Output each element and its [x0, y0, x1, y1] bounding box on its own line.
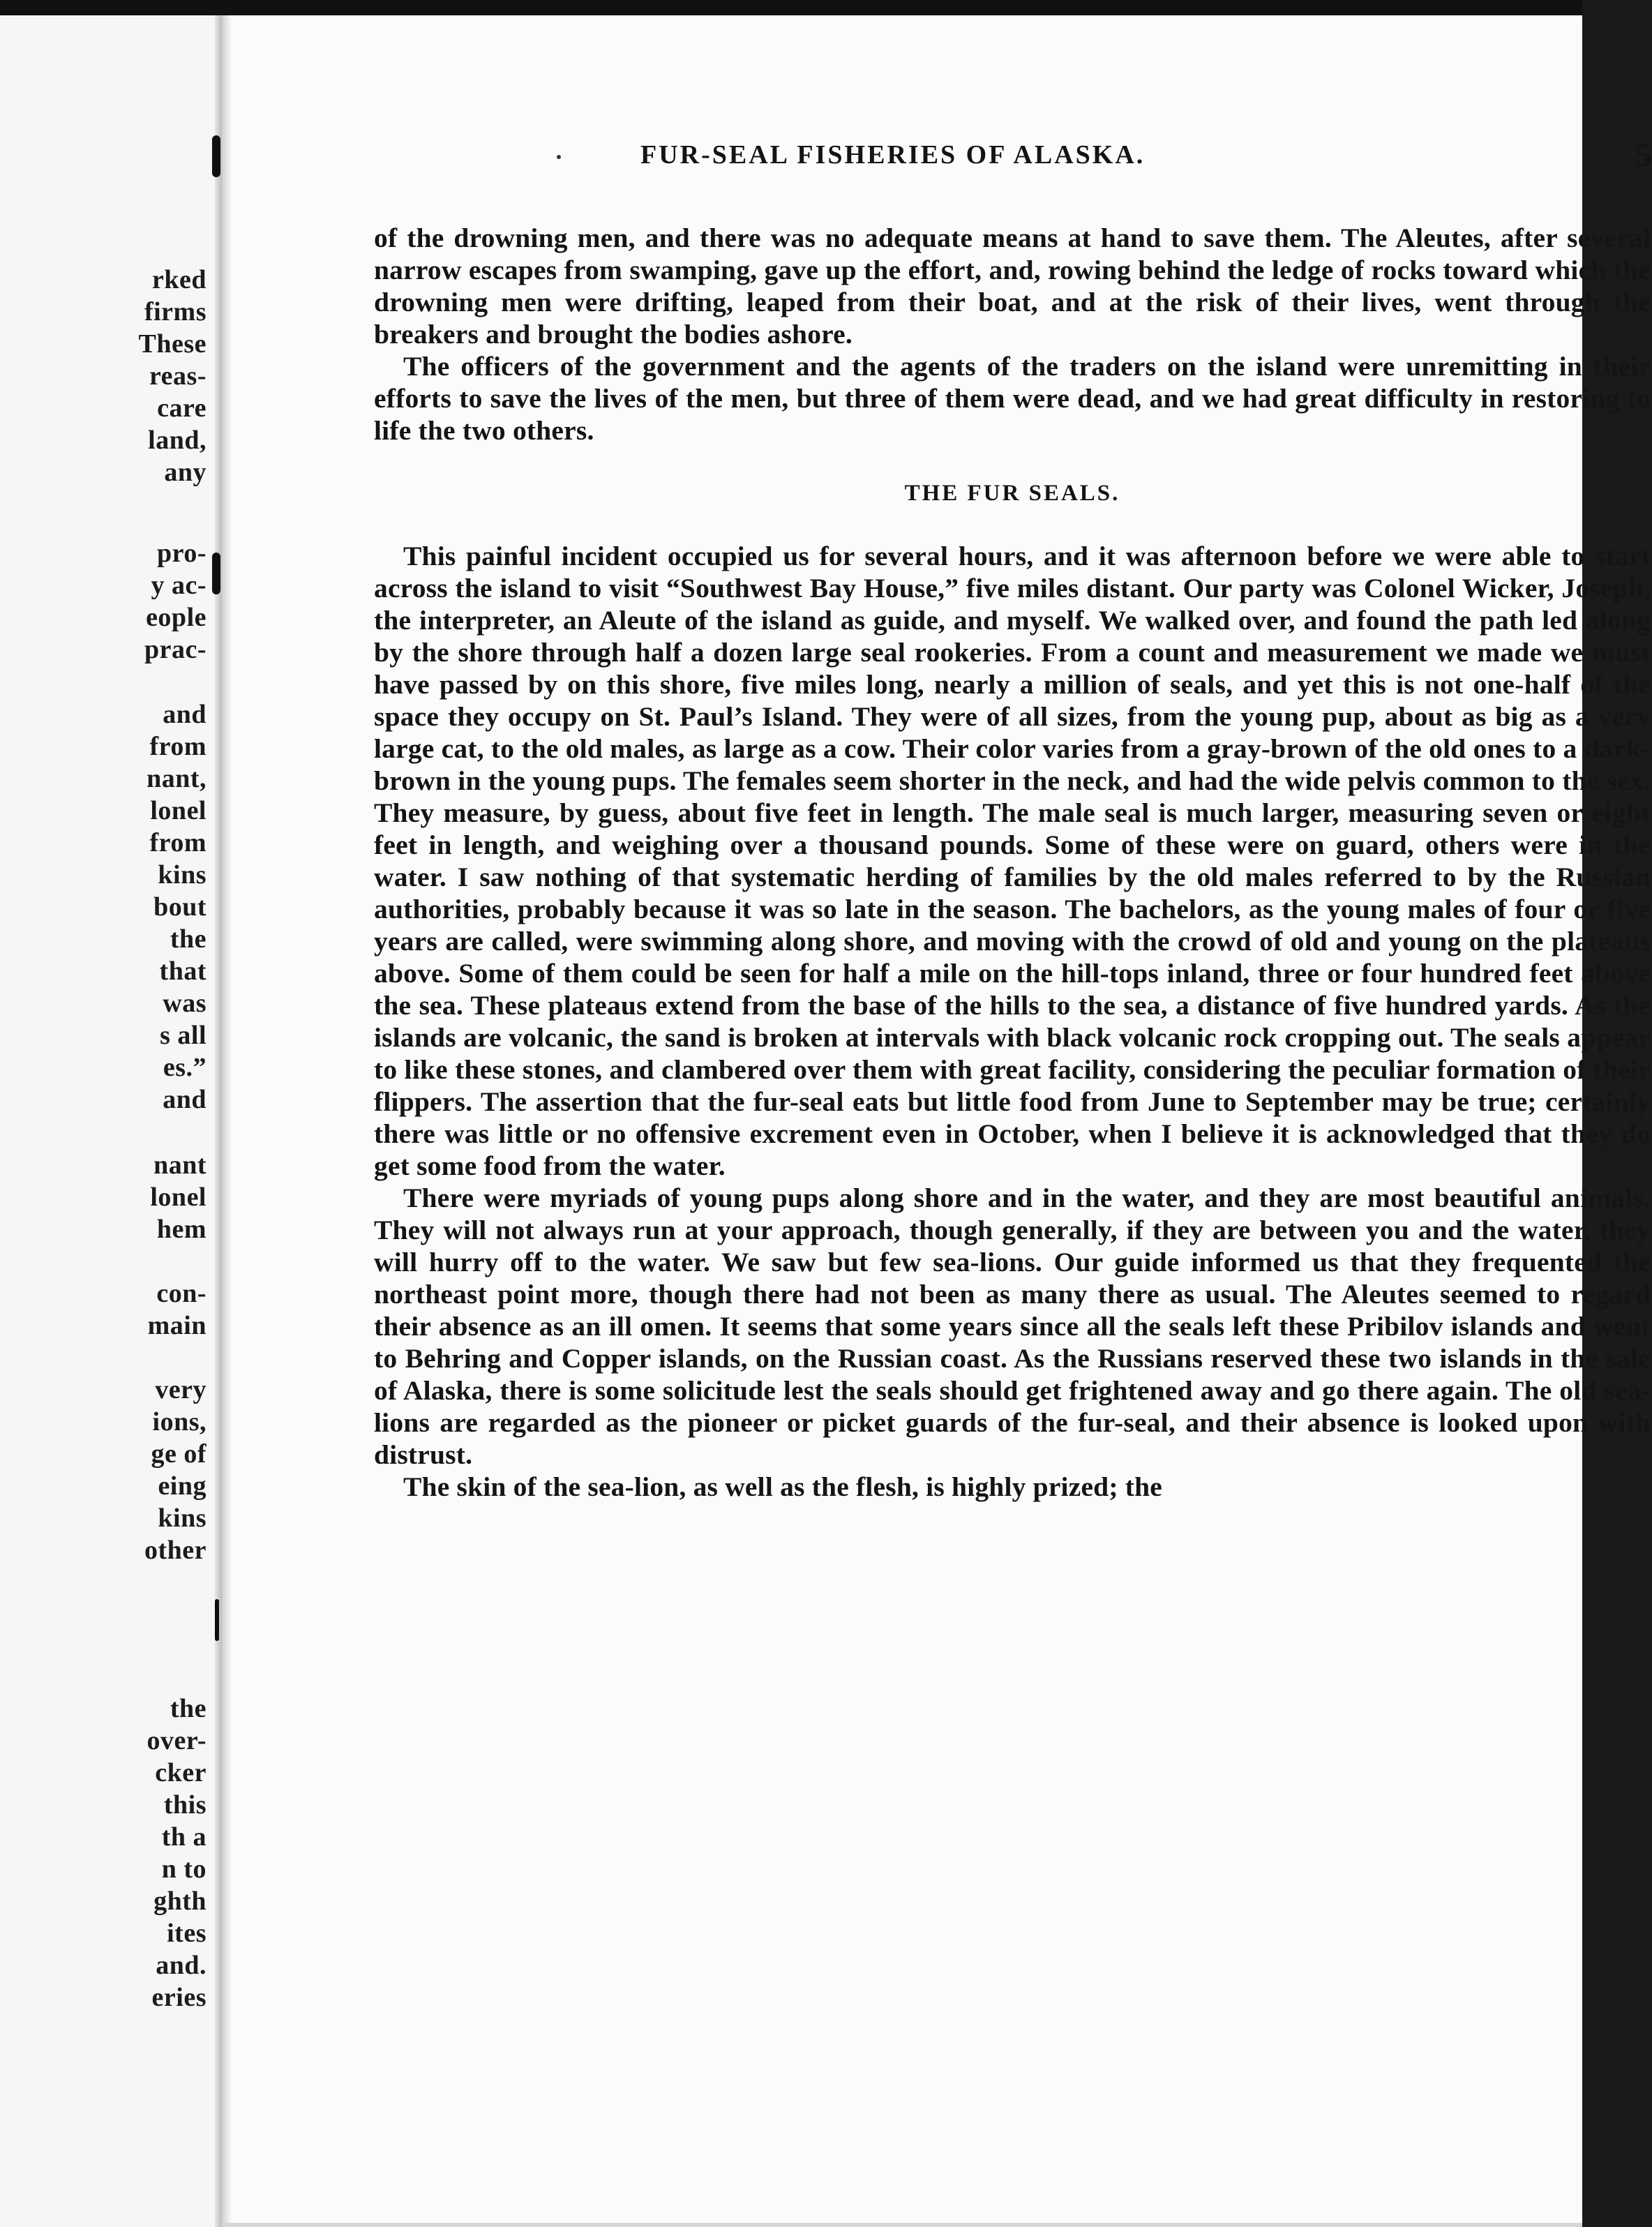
facing-line: bout	[153, 892, 206, 922]
facing-line: pro-	[157, 539, 206, 568]
facing-line: cker	[155, 1758, 206, 1787]
running-head	[557, 135, 1652, 181]
facing-line: These	[138, 329, 206, 359]
facing-line: from	[149, 732, 206, 761]
facing-line: this	[163, 1790, 206, 1820]
binding-mark	[212, 135, 220, 177]
running-title: FUR-SEAL FISHERIES OF ALASKA.	[640, 140, 1146, 170]
facing-line: any	[164, 458, 206, 487]
section-heading: THE FUR SEALS.	[904, 481, 1120, 506]
binding-mark	[212, 553, 220, 594]
print-speck	[557, 155, 561, 159]
facing-line: other	[144, 1536, 206, 1565]
facing-line: rked	[152, 265, 206, 294]
binding-mark	[215, 1599, 219, 1641]
facing-line: th a	[161, 1822, 206, 1852]
facing-line: was	[163, 989, 206, 1018]
facing-line: firms	[144, 297, 206, 327]
facing-line: eing	[158, 1471, 206, 1501]
facing-line: the	[170, 1694, 206, 1723]
body-text	[374, 222, 1651, 1503]
facing-line: ge of	[151, 1439, 206, 1469]
facing-line: over-	[147, 1726, 206, 1755]
facing-line: and	[163, 1085, 206, 1114]
facing-page	[0, 15, 222, 2227]
facing-line: kins	[158, 860, 206, 890]
facing-line: eople	[146, 603, 206, 632]
page-number: 5	[1635, 135, 1652, 174]
facing-line: and	[163, 700, 206, 729]
facing-line: reas-	[149, 361, 206, 391]
scan-top-border	[0, 0, 1582, 15]
facing-line: y ac-	[151, 571, 206, 600]
facing-line: land,	[148, 426, 206, 455]
paragraph-continued: of the drowning men, and there was no adequate means at hand to save them. The Aleutes, after several narrow escapes from swamping, gave up the effort, and, rowing behind the ledge of rocks toward which the drowning men were drifting, leaped from their boat, and at the risk of their lives, went through the breakers and brought the bodies ashore.	[374, 223, 1651, 350]
page-bottom-edge	[222, 2223, 1582, 2227]
facing-line: kins	[158, 1504, 206, 1533]
facing-line: s all	[160, 1021, 206, 1050]
facing-line: lonel	[150, 1183, 206, 1212]
paragraph: There were myriads of young pups along shore and in the water, and they are most beautiful animals. They will not always run at your approach, though generally, if they are between you and the water, they will hurry off to the water. We saw but few sea-lions. Our guide informed us that they frequented the northeast point more, though there had not been as many there as usual. The Aleutes seemed to regard their absence as an ill omen. It seems that some years since all the seals left these Pribilov islands and went to Behring and Copper islands, on the Russian coast. As the Russians reserved these two islands in the sale of Alaska, there is some solicitude lest the seals should get frightened away and go there again. The old sea-lions are regarded as the pioneer or picket guards of the fur-seal, and their absence is looked upon with distrust.	[374, 1183, 1651, 1470]
facing-line: and.	[156, 1951, 206, 1980]
facing-line: ites	[167, 1919, 206, 1948]
main-page	[222, 15, 1652, 2227]
facing-line: eries	[151, 1983, 206, 2012]
facing-line: from	[149, 828, 206, 857]
facing-line: nant	[153, 1150, 206, 1180]
facing-line: main	[147, 1311, 206, 1340]
paragraph: The officers of the government and the agents of the traders on the island were unremitting in their efforts to save the lives of the men, but three of them were dead, and we had great difficulty in restoring to life the two others.	[374, 351, 1651, 446]
facing-line: es.”	[163, 1053, 206, 1082]
facing-line: that	[159, 957, 206, 986]
facing-line: ghth	[153, 1887, 206, 1916]
spine-shadow	[215, 15, 222, 2227]
facing-line: care	[157, 393, 206, 423]
facing-line: prac-	[144, 635, 206, 664]
facing-line: hem	[156, 1215, 206, 1244]
paragraph: The skin of the sea-lion, as well as the flesh, is highly prized; the	[403, 1471, 1163, 1502]
page-fold-shadow	[222, 15, 232, 2227]
facing-line: lonel	[150, 796, 206, 825]
facing-line: con-	[156, 1279, 206, 1308]
paragraph: This painful incident occupied us for several hours, and it was afternoon before we were able to start across the island to visit “Southwest Bay House,” five miles distant. Our party was Colonel Wicker, Joseph, the interpreter, an Aleute of the island as guide, and myself. We walked over, and found the path led along by the shore through half a dozen large seal rookeries. From a count and measurement we made we must have passed by on this shore, five miles long, nearly a million of seals, and yet this is not one-half of the space they occupy on St. Paul’s Island. They were of all sizes, from the young pup, about as big as a very large cat, to the old males, as large as a cow. Their color varies from a gray-brown of the old ones to a dark-brown in the young pups. The females seem shorter in the neck, and had the wide pelvis common to the sex. They measure, by guess, about five feet in length. The male seal is much larger, measuring seven or eight feet in length, and weighing over a thousand pounds. Some of these were on guard, others were in the water. I saw nothing of that systematic herding of families by the old males referred to by the Russian authorities, probably because it was so late in the season. The bachelors, as the young males of four or five years are called, were swimming along shore, and moving with the crowd of old and young on the plateaus above. Some of them could be seen for half a mile on the hill-tops inland, three or four hundred feet above the sea. These plateaus extend from the base of the hills to the sea, a distance of five hundred yards. As the islands are volcanic, the sand is broken at intervals with black volcanic rock cropping out. The seals appear to like these stones, and clambered over them with great facility, considering the peculiar formation of their flippers. The assertion that the fur-seal eats but little food from June to September may be true; certainly there was little or no offensive excrement even in October, when I believe it is acknowledged that they do get some food from the water.	[374, 541, 1651, 1181]
facing-line: ions,	[152, 1407, 206, 1437]
facing-line: the	[170, 924, 206, 954]
facing-line: n to	[161, 1854, 206, 1884]
facing-line: nant,	[147, 764, 206, 793]
facing-line: very	[155, 1375, 206, 1404]
